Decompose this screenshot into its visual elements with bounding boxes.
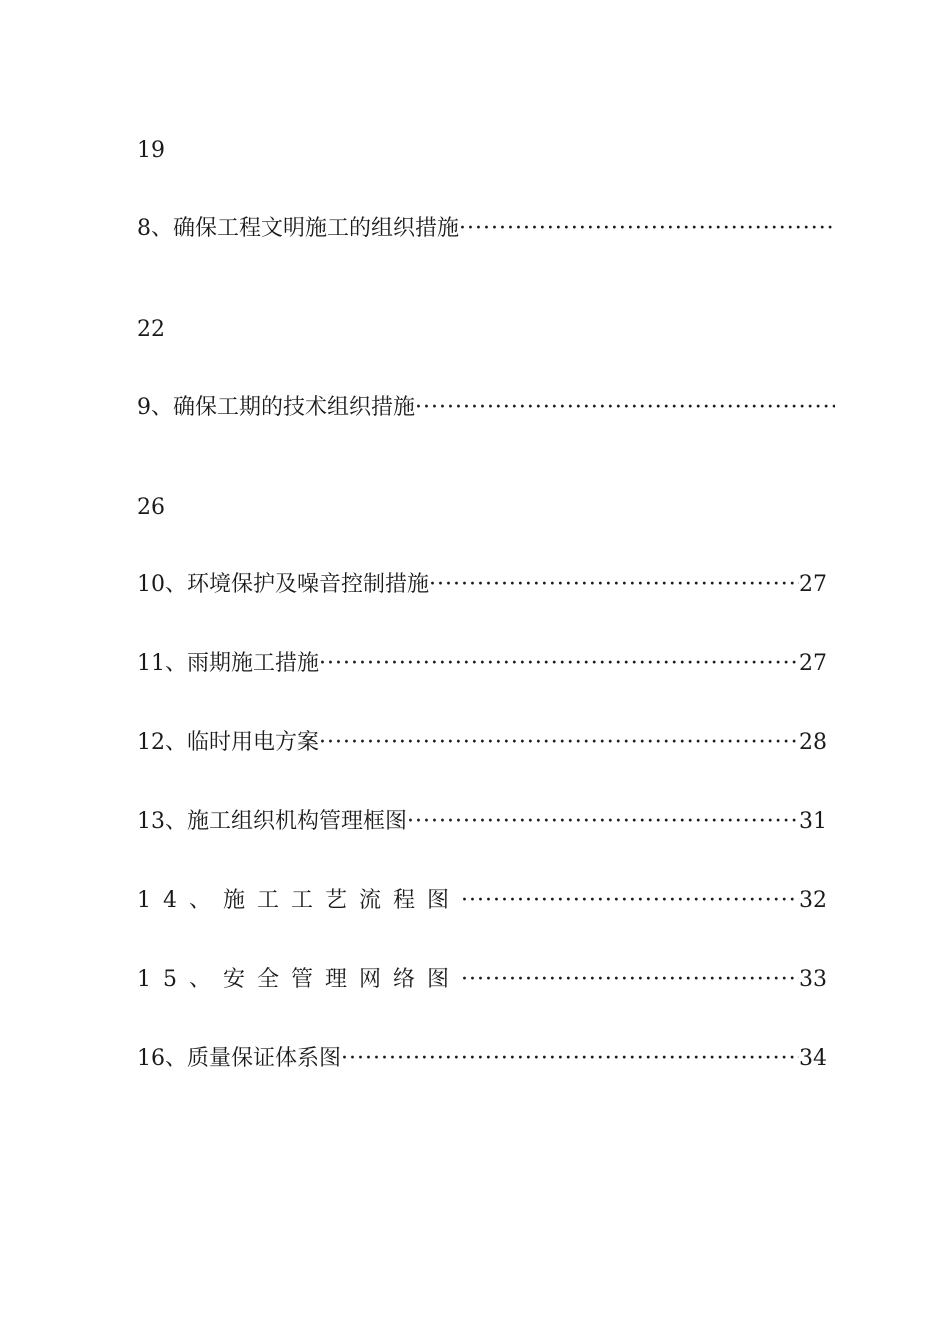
toc-entry-14 bbox=[137, 885, 827, 917]
toc-entry-11 bbox=[137, 648, 827, 680]
toc-leader-dots bbox=[461, 885, 799, 917]
toc-entry-title: 16、质量保证体系图 bbox=[137, 1046, 341, 1071]
toc-entry-10 bbox=[137, 569, 827, 601]
toc-page-number: 27 bbox=[799, 651, 827, 676]
toc-entry-16 bbox=[137, 1043, 827, 1075]
toc-page-number: 19 bbox=[137, 138, 165, 163]
toc-page-number: 28 bbox=[799, 730, 827, 755]
toc-entry-13 bbox=[137, 806, 827, 838]
toc-page-number: 26 bbox=[137, 495, 165, 520]
toc-leader-dots bbox=[407, 806, 799, 838]
toc-leader-dots bbox=[461, 964, 799, 996]
toc-entry-title: 10、环境保护及噪音控制措施 bbox=[137, 572, 429, 597]
toc-entry-9 bbox=[137, 392, 835, 424]
toc-page-number: 22 bbox=[137, 317, 165, 342]
toc-entry-title: 11、雨期施工措施 bbox=[137, 651, 319, 676]
toc-entry-title: 14、施工工艺流程图 bbox=[137, 888, 461, 913]
toc-page-number: 31 bbox=[799, 809, 827, 834]
toc-entry-title: 15、安全管理网络图 bbox=[137, 967, 461, 992]
toc-entry-title: 13、施工组织机构管理框图 bbox=[137, 809, 407, 834]
toc-page-number: 33 bbox=[799, 967, 827, 992]
toc-entry-8 bbox=[137, 213, 835, 245]
toc-page-number: 32 bbox=[799, 888, 827, 913]
toc-leader-dots bbox=[341, 1043, 799, 1075]
toc-leader-dots bbox=[319, 727, 799, 759]
toc-leader-dots bbox=[415, 392, 835, 424]
toc-leader-dots bbox=[459, 213, 835, 245]
toc-leader-dots bbox=[319, 648, 799, 680]
toc-leader-dots bbox=[429, 569, 799, 601]
toc-page-number: 27 bbox=[799, 572, 827, 597]
toc-page-number: 34 bbox=[799, 1046, 827, 1071]
toc-entry-title: 9、确保工期的技术组织措施 bbox=[137, 395, 415, 420]
toc-entry-title: 8、确保工程文明施工的组织措施 bbox=[137, 216, 459, 241]
toc-entry-15 bbox=[137, 964, 827, 996]
toc-entry-title: 12、临时用电方案 bbox=[137, 730, 319, 755]
toc-entry-12 bbox=[137, 727, 827, 759]
